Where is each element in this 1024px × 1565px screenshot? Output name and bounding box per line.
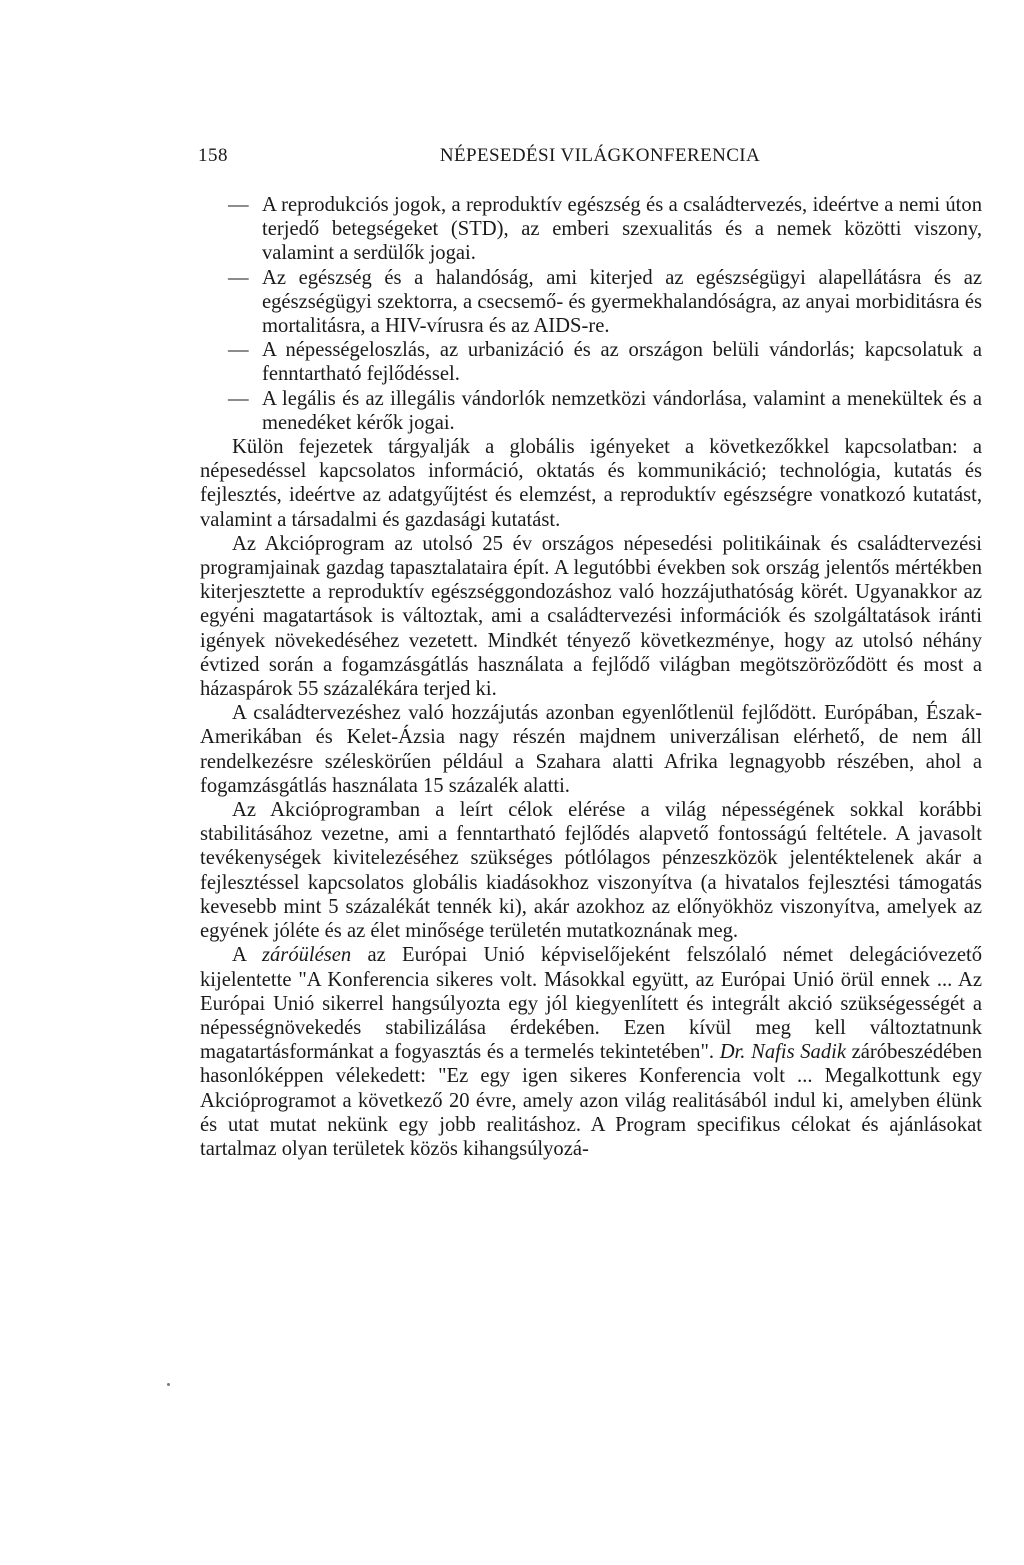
document-body bbox=[200, 193, 982, 1161]
dash-marker: — bbox=[228, 339, 249, 362]
paragraph-family-planning-access: A családtervezéshez való hozzájutás azonban egyenlőtlenül fejlődött. Európában, Észak-Amerikában és Kelet-Ázsia nagy részén majdnem univerzálisan elérhető, de nem áll rendelkezésre széleskörűen például a Szahara alatti Afrika legnagyobb részében, ahol a fogamzásgátlás használata 15 százalék alatti. bbox=[200, 702, 982, 797]
italic-name: Dr. Nafis Sadik bbox=[719, 1041, 846, 1064]
bullet-item bbox=[200, 266, 982, 339]
document-page bbox=[200, 145, 982, 1161]
bullet-item bbox=[200, 193, 982, 266]
running-head bbox=[200, 145, 982, 175]
text-run: az Európai Unió képviselőjeként felszólaló német delegációvezető kijelentette "A Konferencia sikeres volt. Másokkal együtt, az Európai Unió örül ennek ... Az Európai Unió sikerrel hangsúlyozta egy jól kiegyenlített és integrált akció szükségességét a népességnövekedés stabilizálása érdekében. Ezen kívül meg kell változtatnunk magatartásformánkat a fogyasztás és a termelés tekintetében". bbox=[200, 944, 982, 1064]
paragraph-closing-session bbox=[200, 943, 982, 1161]
bullet-text: Az egészség és a halandóság, ami kiterjed az egészségügyi alapellátásra és az egészségügyi szektorra, a csecsemő- és gyermekhalandóságra, az anyai morbiditásra és mortalitásra, a HIV-vírusra és az AIDS-re. bbox=[262, 266, 982, 338]
scan-speck bbox=[167, 1383, 170, 1386]
bullet-text: A népességeloszlás, az urbanizáció és az országon belüli vándorlás; kapcsolatuk a fenntartható fejlődéssel. bbox=[262, 339, 982, 386]
dash-marker: — bbox=[228, 266, 249, 289]
dash-marker: — bbox=[228, 387, 249, 410]
bullet-item bbox=[200, 338, 982, 386]
bullet-text: A reprodukciós jogok, a reproduktív egészség és a családtervezés, ideértve a nemi úton terjedő betegségeket (STD), az emberi szexualitás és a nemek közötti viszony, valamint a serdülők jogai. bbox=[262, 194, 982, 265]
bullet-text: A legális és az illegális vándorlók nemzetközi vándorlása, valamint a menekültek és a menedéket kérők jogai. bbox=[262, 387, 982, 434]
running-title: NÉPESEDÉSI VILÁGKONFERENCIA bbox=[439, 145, 761, 166]
text-run: záróbeszédében hasonlóképpen vélekedett: "Ez egy igen sikeres Konferencia volt ... Megalkottunk egy Akcióprogramot a következő 20 évre, amely azon világ realitásából indul ki, amelyben élünk és utat mutat nekünk egy jobb realitáshoz. A Program specifikus célokat és ajánlásokat tartalmaz olyan területek közös kihangsúlyozá- bbox=[200, 1041, 982, 1160]
bullet-item bbox=[200, 387, 982, 435]
paragraph-action-program: Az Akcióprogram az utolsó 25 év országos népesedési politikáinak és családtervezési programjainak gazdag tapasztalataira épít. A legutóbbi években sok ország jelentős mértékben kiterjesztette a reproduktív egészséggondozáshoz való hozzájuthatóság körét. Ugyanakkor az egyéni magatartások is változtak, ami a családtervezési információk és szolgáltatások iránti igények növekedéséhez vezetett. Mindkét tényező következménye, hogy az utolsó néhány évtized során a fogamzásgátlás használata a fejlődő világban megötszöröződött és most a házaspárok 55 százalékára terjed ki. bbox=[200, 532, 982, 701]
text-run: A bbox=[232, 944, 262, 967]
dash-marker: — bbox=[228, 194, 249, 216]
paragraph-global-needs: Külön fejezetek tárgyalják a globális igényeket a következőkkel kapcsolatban: a népesedéssel kapcsolatos információ, oktatás és kommunikáció; technológia, kutatás és fejlesztés, ideértve az adatgyűjtést és elemzést, a reproduktív egészségre vonatkozó kutatást, valamint a társadalmi és gazdasági kutatást. bbox=[200, 436, 982, 531]
italic-text: záróülésen bbox=[262, 944, 352, 967]
page-number: 158 bbox=[198, 145, 228, 166]
paragraph-program-goals: Az Akcióprogramban a leírt célok elérése a világ népességének sokkal korábbi stabilitásához vezetne, ami a fenntartható fejlődés alapvető fontosságú feltétele. A javasolt tevékenységek kivitelezéséhez szükséges pótlólagos pénzeszközök jelentéktelenek akár a fejlesztéssel kapcsolatos globális kiadásokhoz viszonyítva (a hivatalos fejlesztési támogatás kevesebb mint 5 százalékát tennék ki), akár azokhoz az előnyökhöz viszonyítva, amelyek az egyének jóléte és az élet minősége területén mutatkoznának meg. bbox=[200, 799, 982, 943]
